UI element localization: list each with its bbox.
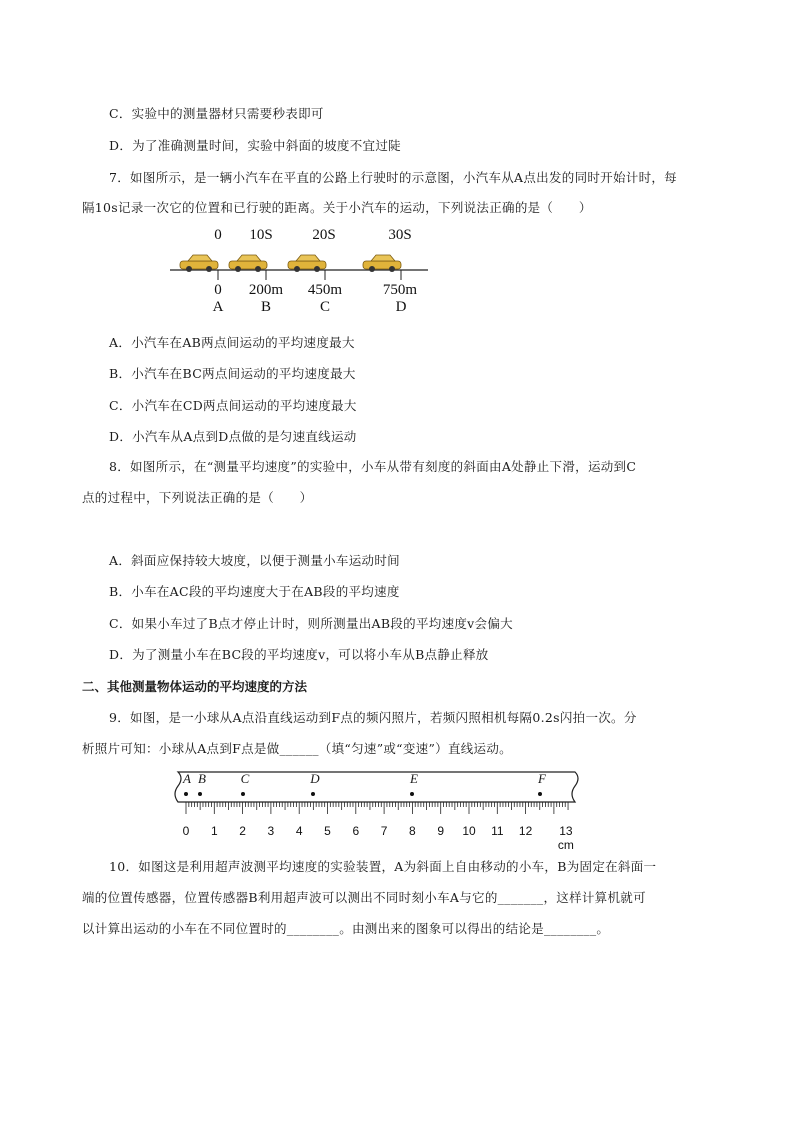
q7-point-label: B — [260, 299, 271, 315]
q10-stem-line-1: 10．如图这是利用超声波测平均速度的实验装置，A为斜面上自由移动的小车，B为固定在斜面一 — [109, 859, 657, 874]
q7-distance-label: 200m — [248, 282, 284, 298]
q8-stem-line-2: 点的过程中，下列说法正确的是（ ） — [82, 490, 313, 505]
q9-point-label: A — [183, 771, 191, 786]
q7-stem-line-1: 7．如图所示，是一辆小汽车在平直的公路上行驶时的示意图，小汽车从A点出发的同时开始计时，每 — [109, 170, 677, 185]
q7-point-label: D — [395, 299, 407, 315]
q10-stem-line-2: 端的位置传感器，位置传感器B利用超声波可以测出不同时刻小车A与它的_______，这样计算机就可 — [82, 890, 646, 905]
ruler-tick-label: 12 — [518, 824, 533, 838]
q7-option-b: B．小汽车在BC两点间运动的平均速度最大 — [109, 366, 356, 381]
q9-point-label: B — [198, 771, 206, 786]
q7-car-figure — [165, 222, 435, 322]
q7-distance-label: 450m — [307, 282, 343, 298]
q9-stem-line-2: 析照片可知：小球从A点到F点是做______（填“匀速”或“变速”）直线运动。 — [82, 741, 512, 756]
q7-point-label: C — [319, 299, 330, 315]
q7-time-label: 10S — [249, 227, 273, 243]
ruler-tick-label: 9 — [437, 824, 445, 838]
q8-option-a: A．斜面应保持较大坡度，以便于测量小车运动时间 — [109, 553, 400, 568]
q7-option-a: A．小汽车在AB两点间运动的平均速度最大 — [109, 335, 355, 350]
ruler-tick-label: 8 — [409, 824, 416, 838]
q9-ruler-figure — [170, 768, 590, 852]
ruler-tick-label: 13 cm — [557, 824, 574, 852]
q9-ruler-svg — [170, 768, 590, 828]
q9-point-label: E — [410, 771, 418, 786]
ruler-tick-label: 4 — [295, 824, 303, 838]
q10-stem-line-3: 以计算出运动的小车在不同位置时的________。由测出来的图象可以得出的结论是________。 — [82, 921, 610, 936]
ruler-tick-label: 5 — [324, 824, 331, 838]
q8-option-b: B．小车在AC段的平均速度大于在AB段的平均速度 — [109, 584, 400, 599]
ruler-tick-label: 10 — [462, 824, 476, 838]
q7-time-label: 0 — [214, 227, 222, 243]
q7-point-label: A — [212, 299, 224, 315]
q6-option-c: C．实验中的测量器材只需要秒表即可 — [109, 106, 324, 121]
q7-time-label: 20S — [312, 227, 336, 243]
section-heading: 二、其他测量物体运动的平均速度的方法 — [82, 679, 308, 694]
q7-option-d: D．小汽车从A点到D点做的是匀速直线运动 — [109, 429, 357, 444]
ruler-tick-label: 0 — [182, 824, 190, 838]
q8-stem-line-1: 8．如图所示，在“测量平均速度”的实验中，小车从带有刻度的斜面由A处静止下滑，运动到C — [109, 459, 637, 474]
q6-option-d: D．为了准确测量时间，实验中斜面的坡度不宜过陡 — [109, 138, 401, 153]
q8-option-c: C．如果小车过了B点才停止计时，则所测量出AB段的平均速度v会偏大 — [109, 616, 513, 631]
q7-stem-line-2: 隔10s记录一次它的位置和已行驶的距离。关于小汽车的运动，下列说法正确的是（ ） — [82, 200, 592, 215]
q8-option-d: D．为了测量小车在BC段的平均速度v，可以将小车从B点静止释放 — [109, 647, 489, 662]
ruler-tick-label: 1 — [210, 824, 218, 838]
q9-point-label: D — [310, 771, 320, 786]
ruler-tick-label: 6 — [352, 824, 360, 838]
q9-point-label: F — [538, 771, 546, 786]
q7-distance-label: 0 — [214, 282, 222, 298]
q7-time-label: 30S — [388, 227, 412, 243]
ruler-tick-label: 11 — [491, 824, 504, 838]
q9-stem-line-1: 9．如图，是一小球从A点沿直线运动到F点的频闪照片，若频闪照相机每隔0.2s闪拍一次。分 — [109, 710, 637, 725]
ruler-tick-label: 2 — [239, 824, 246, 838]
ruler-tick-label: 7 — [380, 824, 388, 838]
q7-option-c: C．小汽车在CD两点间运动的平均速度最大 — [109, 398, 357, 413]
q7-distance-label: 750m — [382, 282, 418, 298]
q9-point-label: C — [240, 771, 250, 786]
ruler-tick-label: 3 — [267, 824, 275, 838]
